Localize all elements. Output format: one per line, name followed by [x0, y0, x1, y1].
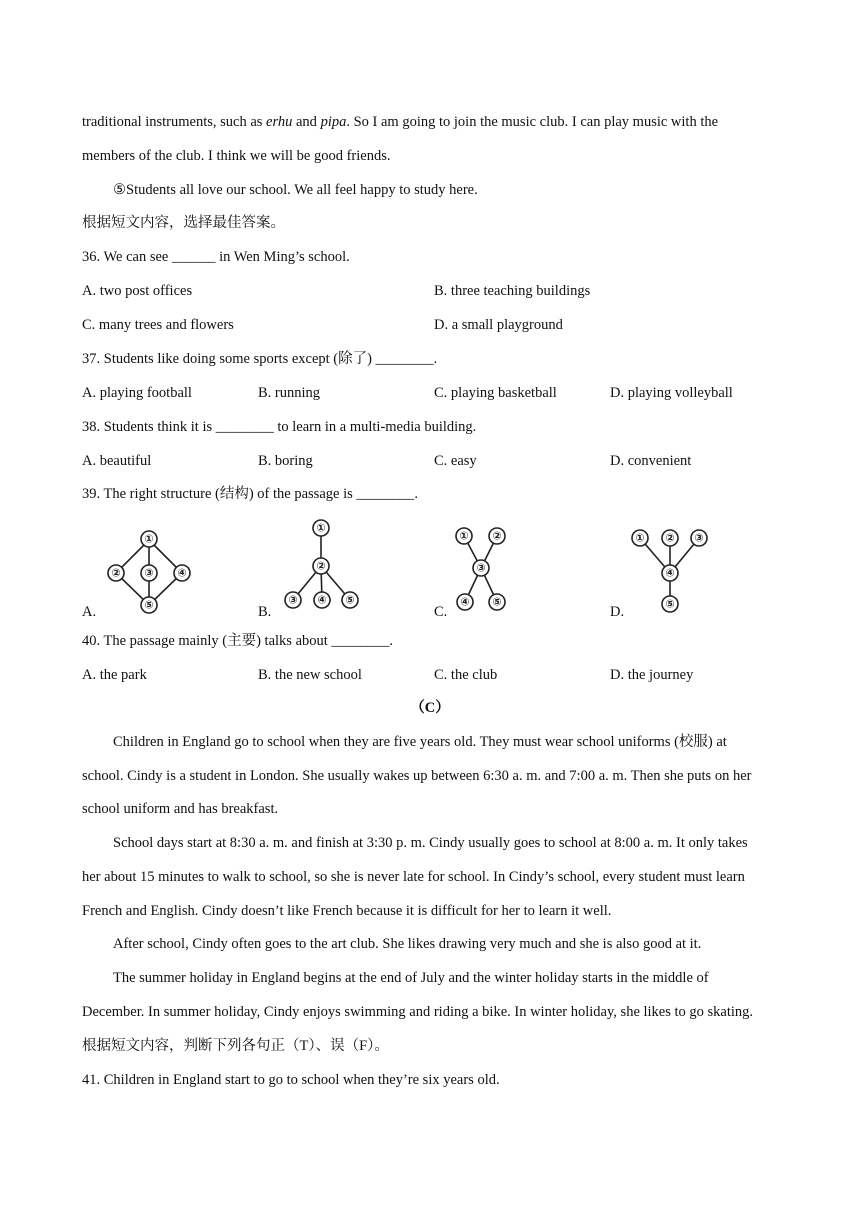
- svg-text:①: ①: [316, 521, 326, 535]
- passage-c-line: After school, Cindy often goes to the art club. She likes drawing very much and she is also good at it.: [113, 936, 702, 952]
- passage-c-line: Children in England go to school when they are five years old. They must wear school uniforms (校服) at: [113, 734, 727, 750]
- passage-c-line: French and English. Cindy doesn’t like French because it is difficult for her to learn it well.: [82, 903, 612, 919]
- question-40-option-d: D. the journey: [610, 667, 694, 683]
- question-37-option-c: C. playing basketball: [434, 385, 557, 401]
- passage-c-line: The summer holiday in England begins at the end of July and the winter holiday starts in the middle of: [113, 970, 709, 986]
- svg-text:①: ①: [635, 531, 645, 545]
- question-40-option-b: B. the new school: [258, 667, 362, 683]
- svg-text:③: ③: [288, 593, 298, 607]
- passage-b-line: members of the club. I think we will be good friends.: [82, 148, 391, 164]
- svg-text:①: ①: [144, 532, 154, 546]
- svg-text:⑤: ⑤: [665, 597, 675, 611]
- question-38-stem: 38. Students think it is ________ to learn in a multi-media building.: [82, 419, 477, 435]
- svg-text:①: ①: [459, 529, 469, 543]
- question-39-option-d: D.: [610, 604, 625, 620]
- passage-c-line: her about 15 minutes to walk to school, so she is never late for school. In Cindy’s school, every student must learn: [82, 869, 745, 885]
- structure-diagram-b: [275, 516, 375, 616]
- svg-text:③: ③: [694, 531, 704, 545]
- question-39-option-b: B.: [258, 604, 272, 620]
- svg-text:③: ③: [476, 561, 486, 575]
- passage-c-line: School days start at 8:30 a. m. and finish at 3:30 p. m. Cindy usually goes to school at 8:00 a. m. It only takes: [113, 835, 748, 851]
- svg-text:④: ④: [177, 566, 187, 580]
- question-38-option-a: A. beautiful: [82, 453, 152, 469]
- instruction-true-false: 根据短文内容，判断下列各句正（T）、误（F）。: [82, 1038, 389, 1054]
- question-36-option-a: A. two post offices: [82, 283, 193, 299]
- question-39-stem: 39. The right structure (结构) of the passage is ________.: [82, 486, 418, 502]
- structure-diagram-a: [100, 524, 200, 620]
- structure-diagram-c: [448, 520, 528, 620]
- question-38-option-b: B. boring: [258, 453, 313, 469]
- svg-text:③: ③: [144, 566, 154, 580]
- question-39-option-a: A.: [82, 604, 97, 620]
- question-37-option-a: A. playing football: [82, 385, 192, 401]
- svg-text:④: ④: [317, 593, 327, 607]
- question-36-stem: 36. We can see ______ in Wen Ming’s school.: [82, 249, 350, 265]
- question-38-option-d: D. convenient: [610, 453, 692, 469]
- svg-text:②: ②: [316, 559, 326, 573]
- structure-diagram-d: [624, 520, 724, 620]
- svg-text:②: ②: [492, 529, 502, 543]
- passage-c-line: school. Cindy is a student in London. She usually wakes up between 6:30 a. m. and 7:00 a. m. Then she puts on her: [82, 768, 752, 784]
- svg-text:⑤: ⑤: [345, 593, 355, 607]
- passage-b-line: traditional instruments, such as erhu and pipa. So I am going to join the music club. I can play music with the: [82, 114, 719, 130]
- question-37-option-d: D. playing volleyball: [610, 385, 733, 401]
- question-41-stem: 41. Children in England start to go to school when they’re six years old.: [82, 1072, 500, 1088]
- passage-c-line: school uniform and has breakfast.: [82, 801, 279, 817]
- question-39-option-c: C.: [434, 604, 448, 620]
- svg-text:⑤: ⑤: [492, 595, 502, 609]
- question-40-option-a: A. the park: [82, 667, 147, 683]
- svg-text:④: ④: [460, 595, 470, 609]
- passage-b-paragraph-5: ⑤Students all love our school. We all feel happy to study here.: [113, 182, 478, 198]
- question-38-option-c: C. easy: [434, 453, 477, 469]
- section-c-title: （C）: [410, 700, 450, 716]
- svg-text:④: ④: [665, 566, 675, 580]
- question-36-option-b: B. three teaching buildings: [434, 283, 591, 299]
- question-40-stem: 40. The passage mainly (主要) talks about ________.: [82, 633, 394, 649]
- question-36-option-c: C. many trees and flowers: [82, 317, 234, 333]
- passage-c-line: December. In summer holiday, Cindy enjoys swimming and riding a bike. In winter holiday, she likes to go skating.: [82, 1004, 754, 1020]
- svg-text:⑤: ⑤: [144, 598, 154, 612]
- question-37-option-b: B. running: [258, 385, 321, 401]
- question-40-option-c: C. the club: [434, 667, 498, 683]
- instruction-choose: 根据短文内容，选择最佳答案。: [82, 215, 285, 231]
- svg-text:②: ②: [665, 531, 675, 545]
- question-36-option-d: D. a small playground: [434, 317, 563, 333]
- svg-text:②: ②: [111, 566, 121, 580]
- question-37-stem: 37. Students like doing some sports except (除了) ________.: [82, 351, 438, 367]
